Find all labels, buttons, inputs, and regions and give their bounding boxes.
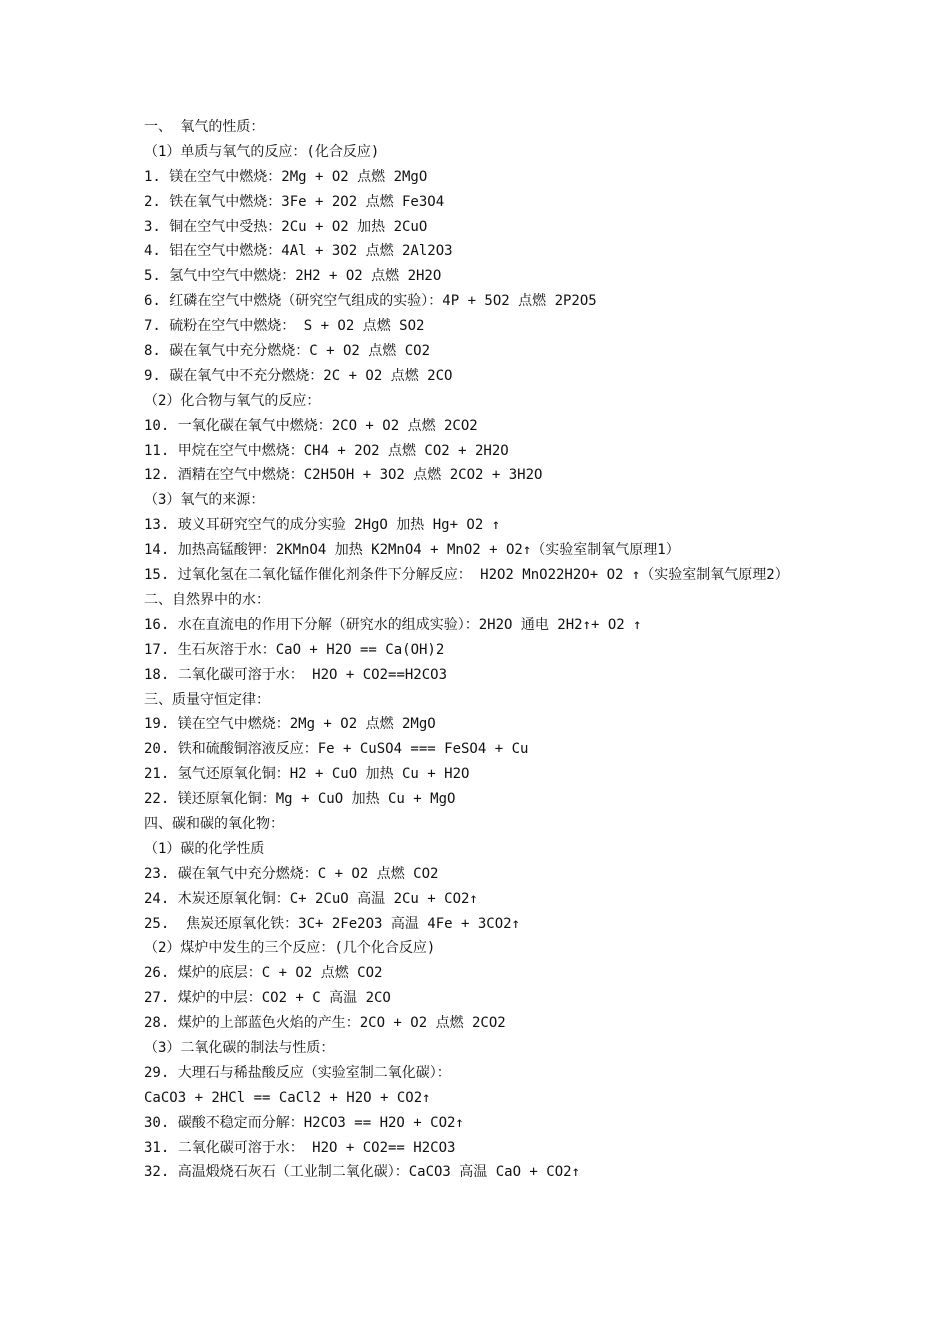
- equation-line: 1. 镁在空气中燃烧：2Mg + O2 点燃 2MgO: [144, 168, 428, 185]
- subheading-co2-preparation: （3）二氧化碳的制法与性质：: [144, 1039, 335, 1056]
- subheading-oxygen-sources: （3）氧气的来源：: [144, 492, 265, 509]
- section-heading-water: 二、自然界中的水：: [144, 591, 270, 608]
- equation-line: 29. 大理石与稀盐酸反应（实验室制二氧化碳）：: [144, 1064, 451, 1081]
- subheading-elements-oxygen: （1）单质与氧气的反应：(化合反应): [144, 143, 380, 160]
- section-heading-carbon: 四、碳和碳的氧化物：: [144, 815, 284, 832]
- equation-line: 25. 焦炭还原氧化铁：3C+ 2Fe2O3 高温 4Fe + 3CO2↑: [144, 915, 521, 932]
- equation-line: 10. 一氧化碳在氧气中燃烧：2CO + O2 点燃 2CO2: [144, 417, 478, 434]
- equation-line: 11. 甲烷在空气中燃烧：CH4 + 2O2 点燃 CO2 + 2H2O: [144, 442, 509, 459]
- subheading-compounds-oxygen: （2）化合物与氧气的反应：: [144, 392, 321, 409]
- equation-line: CaCO3 + 2HCl == CaCl2 + H2O + CO2↑: [144, 1089, 431, 1106]
- equation-line: 32. 高温煅烧石灰石（工业制二氧化碳）：CaCO3 高温 CaO + CO2↑: [144, 1164, 581, 1181]
- equation-line: 14. 加热高锰酸钾：2KMnO4 加热 K2MnO4 + MnO2 + O2↑（实验室制氧气原理1）: [144, 542, 680, 559]
- equation-line: 21. 氢气还原氧化铜：H2 + CuO 加热 Cu + H2O: [144, 766, 470, 783]
- document-body: [144, 115, 824, 1185]
- section-heading-oxygen: 一、 氧气的性质：: [144, 119, 265, 135]
- equation-line: 15. 过氧化氢在二氧化锰作催化剂条件下分解反应： H2O2 MnO22H2O+ O2 ↑（实验室制氧气原理2）: [144, 567, 789, 584]
- equation-line: 2. 铁在氧气中燃烧：3Fe + 2O2 点燃 Fe3O4: [144, 193, 445, 210]
- equation-line: 3. 铜在空气中受热：2Cu + O2 加热 2CuO: [144, 218, 428, 235]
- equation-line: 17. 生石灰溶于水：CaO + H2O == Ca(OH)2: [144, 641, 445, 658]
- equation-line: 26. 煤炉的底层：C + O2 点燃 CO2: [144, 965, 383, 982]
- equation-line: 9. 碳在氧气中不充分燃烧：2C + O2 点燃 2CO: [144, 367, 453, 384]
- equation-line: 6. 红磷在空气中燃烧（研究空气组成的实验）：4P + 5O2 点燃 2P2O5: [144, 293, 597, 310]
- subheading-coal-stove: （2）煤炉中发生的三个反应：(几个化合反应): [144, 940, 436, 957]
- equation-line: 31. 二氧化碳可溶于水： H2O + CO2== H2CO3: [144, 1139, 456, 1156]
- equation-line: 12. 酒精在空气中燃烧：C2H5OH + 3O2 点燃 2CO2 + 3H2O: [144, 467, 543, 484]
- section-heading-mass-conservation: 三、质量守恒定律：: [144, 691, 270, 708]
- equation-line: 27. 煤炉的中层：CO2 + C 高温 2CO: [144, 990, 391, 1007]
- equation-line: 16. 水在直流电的作用下分解（研究水的组成实验）：2H2O 通电 2H2↑+ O2 ↑: [144, 616, 642, 633]
- equation-line: 13. 玻义耳研究空气的成分实验 2HgO 加热 Hg+ O2 ↑: [144, 517, 501, 534]
- equation-line: 5. 氢气中空气中燃烧：2H2 + O2 点燃 2H2O: [144, 268, 442, 285]
- equation-line: 28. 煤炉的上部蓝色火焰的产生：2CO + O2 点燃 2CO2: [144, 1015, 506, 1032]
- equation-line: 18. 二氧化碳可溶于水： H2O + CO2==H2CO3: [144, 666, 448, 683]
- equation-line: 8. 碳在氧气中充分燃烧：C + O2 点燃 CO2: [144, 343, 431, 360]
- subheading-carbon-properties: （1）碳的化学性质: [144, 840, 265, 857]
- equation-line: 23. 碳在氧气中充分燃烧：C + O2 点燃 CO2: [144, 865, 439, 882]
- equation-line: 22. 镁还原氧化铜：Mg + CuO 加热 Cu + MgO: [144, 791, 456, 808]
- equation-line: 4. 铝在空气中燃烧：4Al + 3O2 点燃 2Al2O3: [144, 243, 453, 260]
- equation-line: 19. 镁在空气中燃烧：2Mg + O2 点燃 2MgO: [144, 716, 436, 733]
- equation-line: 7. 硫粉在空气中燃烧： S + O2 点燃 SO2: [144, 318, 425, 335]
- equation-line: 24. 木炭还原氧化铜：C+ 2CuO 高温 2Cu + CO2↑: [144, 890, 478, 907]
- equation-line: 30. 碳酸不稳定而分解：H2CO3 == H2O + CO2↑: [144, 1114, 464, 1131]
- equation-line: 20. 铁和硫酸铜溶液反应：Fe + CuSO4 === FeSO4 + Cu: [144, 741, 529, 758]
